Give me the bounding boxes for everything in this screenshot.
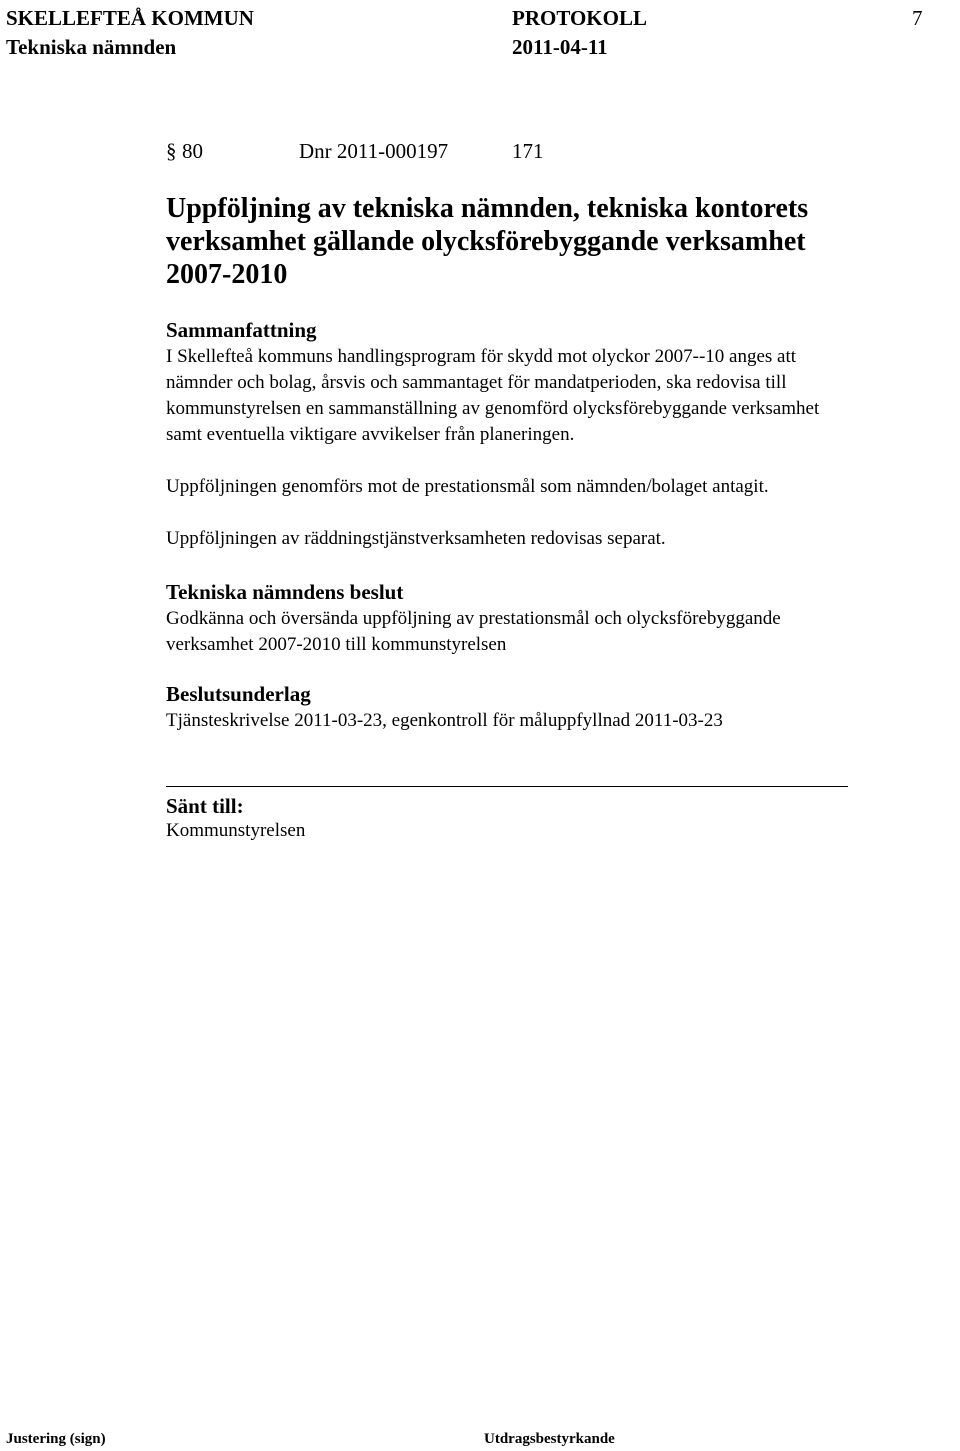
text-line: samt eventuella viktigare avvikelser från planeringen. <box>166 424 575 445</box>
page-number: 7 <box>912 6 923 30</box>
text-line: kommunstyrelsen en sammanställning av genomförd olycksförebyggande verksamhet <box>166 398 820 419</box>
sant-till-recipient: Kommunstyrelsen <box>166 820 306 841</box>
text-line: I Skellefteå kommuns handlingsprogram för skydd mot olyckor 2007--10 anges att <box>166 346 797 367</box>
footer-justering: Justering (sign) <box>6 1431 106 1447</box>
paragraph-symbol: § <box>166 139 177 163</box>
beslutsunderlag-heading: Beslutsunderlag <box>166 682 311 706</box>
section-code: 171 <box>512 139 544 163</box>
section-number: 80 <box>182 139 203 163</box>
paragraph-raddningstjanst: Uppföljningen av räddningstjänstverksamheten redovisas separat. <box>166 528 666 549</box>
header-date: 2011-04-11 <box>512 35 608 59</box>
beslut-text <box>166 606 946 658</box>
header-committee: Tekniska nämnden <box>6 35 177 59</box>
header-organization: SKELLEFTEÅ KOMMUN <box>6 6 254 30</box>
beslutsunderlag-text: Tjänsteskrivelse 2011-03-23, egenkontroll för måluppfyllnad 2011-03-23 <box>166 710 723 731</box>
page-title <box>166 192 946 291</box>
title-line: Uppföljning av tekniska nämnden, tekniska kontorets <box>166 193 809 224</box>
dnr: Dnr 2011-000197 <box>299 139 449 163</box>
header-doc-type: PROTOKOLL <box>512 6 647 30</box>
paragraph-uppfoljning-genomfors: Uppföljningen genomförs mot de prestationsmål som nämnden/bolaget antagit. <box>166 476 769 497</box>
text-line: verksamhet 2007-2010 till kommunstyrelsen <box>166 634 507 655</box>
text-line: Godkänna och översända uppföljning av prestationsmål och olycksförebyggande <box>166 608 781 629</box>
separator-line <box>166 786 848 787</box>
title-line: verksamhet gällande olycksförebyggande verksamhet <box>166 226 806 257</box>
sammanfattning-heading: Sammanfattning <box>166 318 317 342</box>
title-line: 2007-2010 <box>166 259 288 290</box>
sant-till-heading: Sänt till: <box>166 794 244 818</box>
footer-utdragsbestyrkande: Utdragsbestyrkande <box>484 1431 615 1447</box>
beslut-heading: Tekniska nämndens beslut <box>166 580 404 604</box>
sammanfattning-text <box>166 344 946 448</box>
text-line: nämnder och bolag, årsvis och sammantaget för mandatperioden, ska redovisa till <box>166 372 787 393</box>
